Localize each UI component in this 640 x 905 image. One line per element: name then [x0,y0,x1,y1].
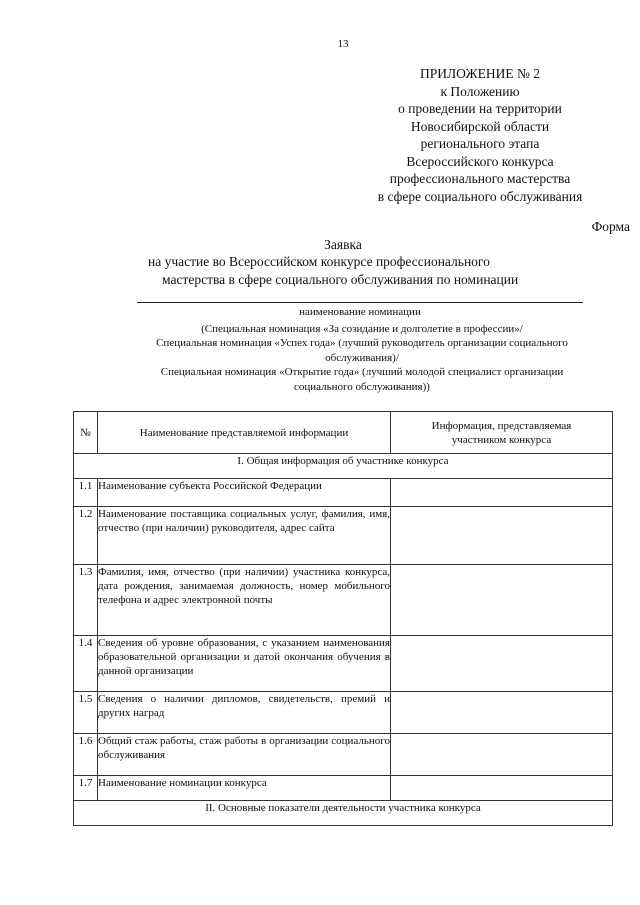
application-title: Заявка [324,237,362,252]
row-number: 1.4 [74,636,98,692]
application-subtitle-line2: мастерства в сфере социального обслуживания по номинации [162,272,519,287]
nomination-options [112,322,612,394]
row-label: Наименование субъекта Российской Федерации [98,479,391,507]
row-number: 1.7 [74,776,98,801]
annex-line: о проведении на территории [398,101,562,116]
nomination-underline-label: наименование номинации [299,306,421,318]
annex-line: Новосибирской области [410,118,550,134]
annex-line: Всероссийского конкурса [406,153,554,169]
table-row [74,636,613,692]
row-number: 1.3 [74,565,98,636]
header-info-line1: Информация, представляемая [431,419,572,432]
nomination-option-line: обслуживания)/ [325,351,399,364]
row-label: Общий стаж работы, стаж работы в организации социального обслуживания [98,734,391,776]
table-row [74,692,613,734]
annex-line: регионального этапа [420,136,540,151]
row-number: 1.5 [74,692,98,734]
row-label: Сведения об уровне образования, с указанием наименования образовательной организации и датой окончания обучения в данной организации [98,636,391,692]
row-value-cell[interactable] [391,776,613,801]
row-label: Наименование номинации конкурса [98,776,391,801]
annex-line: профессионального мастерства [389,171,571,186]
section-row [74,801,613,826]
header-name: Наименование представляемой информации [98,412,391,454]
row-value-cell[interactable] [391,636,613,692]
row-value-cell[interactable] [391,479,613,507]
row-label: Наименование поставщика социальных услуг, фамилия, имя, отчество (при наличии) руководителя, адрес сайта [98,507,391,565]
row-value-cell[interactable] [391,507,613,565]
row-value-cell[interactable] [391,734,613,776]
table-row [74,507,613,565]
row-number: 1.1 [74,479,98,507]
application-table [73,411,613,826]
annex-line: в сфере социального обслуживания [377,188,583,204]
nomination-fill-line[interactable] [137,302,583,303]
nomination-option-line: социального обслуживания)) [294,380,430,393]
annex-line: ПРИЛОЖЕНИЕ № 2 [419,66,541,81]
table-row [74,479,613,507]
table-header-row [74,412,613,454]
row-label: Фамилия, имя, отчество (при наличии) участника конкурса, дата рождения, занимаемая должность, номер мобильного телефона и адрес электронной почты [98,565,391,636]
section-title: II. Основные показатели деятельности участника конкурса [74,801,613,826]
row-value-cell[interactable] [391,692,613,734]
nomination-option-line: Специальная номинация «Успех года» (лучший руководитель организации социального [156,337,568,350]
header-num: № [74,412,98,454]
header-info [391,412,613,454]
annex-line: к Положению [440,83,520,99]
table-row [74,734,613,776]
application-subtitle-line1: на участие во Всероссийском конкурсе профессионального [148,254,490,269]
row-number: 1.6 [74,734,98,776]
section-title: I. Общая информация об участнике конкурса [74,454,613,479]
row-number: 1.2 [74,507,98,565]
nomination-option-line: Специальная номинация «Открытие года» (лучший молодой специалист организации [160,366,564,379]
header-info-line2: участником конкурса [451,433,552,446]
section-row [74,454,613,479]
table-row [74,565,613,636]
page-number: 13 [337,38,349,50]
table-row [74,776,613,801]
annex-header [330,65,630,205]
row-label: Сведения о наличии дипломов, свидетельств, премий и других наград [98,692,391,734]
row-value-cell[interactable] [391,565,613,636]
nomination-option-line: (Специальная номинация «За созидание и долголетие в профессии»/ [201,323,523,335]
form-label: Форма [591,219,630,234]
